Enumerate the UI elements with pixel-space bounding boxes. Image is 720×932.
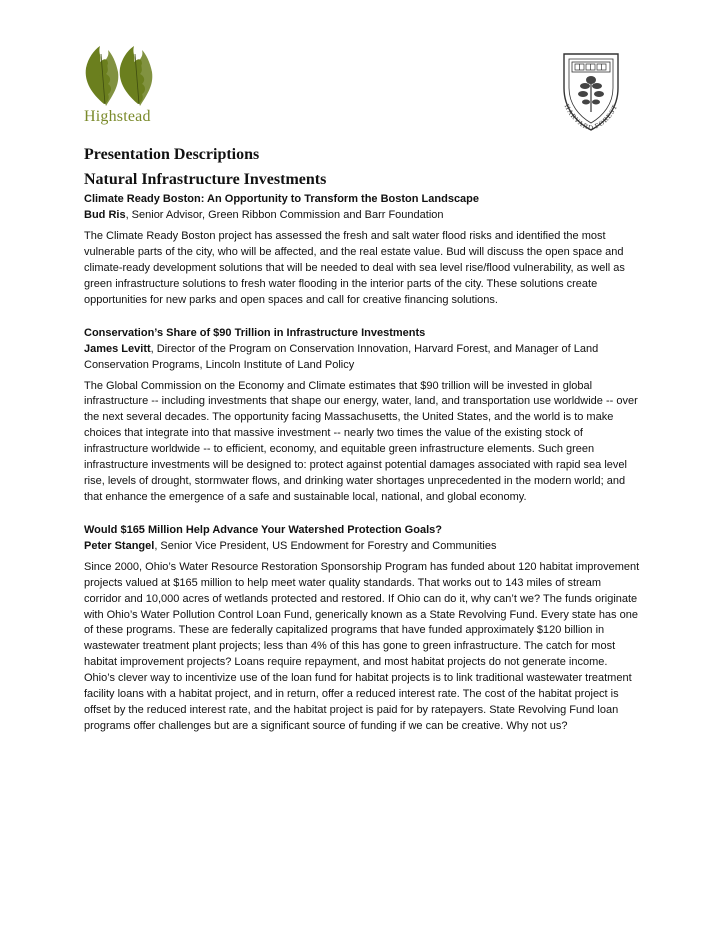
speaker-name: Peter Stangel	[84, 539, 155, 552]
speaker-role: , Senior Vice President, US Endowment for Forestry and Communities	[154, 539, 497, 552]
harvard-forest-seal	[546, 50, 636, 134]
talk-description: The Global Commission on the Economy and Climate estimates that $90 trillion will be invested in global infrastructure -- including investments that shape our energy, water, land, and transportation use worldwide -- over the next several decades. The opportunity facing Massachusetts, the United States, and the world is to make choices that integrate into that massive investment -- nearly two times the value of the existing stock of infrastructure worldwide -- to efficient, economy, and equitable green infrastructure elements. Such green infrastructure investments will be designed to: protect against potential damages associated with rapid sea level rise, levels of drought, stormwater flows, and drinking water shortages unprecedented in the modern world; and that enhance the emergence of a safe and sustainable local, national, and global economy.	[84, 379, 638, 503]
talk-title: Conservation’s Share of $90 Trillion in Infrastructure Investments	[84, 326, 426, 339]
highstead-wordmark: Highstead	[84, 108, 151, 125]
speaker-line	[84, 207, 640, 223]
talk-title: Would $165 Million Help Advance Your Watershed Protection Goals?	[84, 523, 442, 536]
document-body	[84, 144, 640, 735]
speaker-role: , Director of the Program on Conservation Innovation, Harvard Forest, and Manager of Land Conservation Programs, Lincoln Institute of Land Policy	[84, 342, 599, 371]
speaker-name: Bud Ris	[84, 209, 126, 221]
speaker-role: , Senior Advisor, Green Ribbon Commission and Barr Foundation	[125, 209, 444, 221]
page-title: Presentation Descriptions	[84, 146, 260, 163]
highstead-logo	[82, 44, 162, 130]
shield-icon	[546, 50, 636, 134]
talk-title: Climate Ready Boston: An Opportunity to Transform the Boston Landscape	[84, 193, 480, 205]
speaker-name: James Levitt	[84, 342, 151, 355]
talk-description: Since 2000, Ohio’s Water Resource Restoration Sponsorship Program has funded about 120 habitat improvement projects valued at $165 million to help meet water quality standards. That works out to 143 miles of stream corridor and 10,000 acres of wetlands protected and restored. If Ohio can do it, why can’t we? The funds originate with Ohio’s Water Pollution Control Loan Fund, generically known as a State Revolving Fund. Every state has one of these programs. These are federally capitalized programs that have funded approximately $120 billion in wastewater treatment plant projects; less than 4% of this has gone to green infrastructure. The catch for most habitat improvement projects? Loans require repayment, and most habitat projects do not generate income. Ohio’s clever way to incentivize use of the loan fund for habitat projects is to link traditional wastewater treatment facility loans with a habitat project, and in return, offer a reduced interest rate. The cost of the habitat project is offset by the reduced interest rate, and the habitat project is paid for by ratepayers. State Revolving Fund loan programs offer challenges but are a significant source of funding if we can be creative. Why not us?	[84, 560, 640, 732]
oak-leaves-icon	[82, 44, 162, 108]
speaker-line	[84, 341, 640, 373]
speaker-line	[84, 538, 640, 554]
section-heading: Natural Infrastructure Investments	[84, 171, 327, 188]
talk-description: The Climate Ready Boston project has assessed the fresh and salt water flood risks and identified the most vulnerable parts of the city, who will be affected, and the real estate value. Bud will discuss the open space and climate-ready development solutions that will be needed to deal with sea level rise/flood vulnerability, as well as green infrastructure solutions to fresh water flooding in the interior parts of the city. These solutions create opportunities for new parks and open spaces and call for creative financing solutions.	[84, 230, 625, 306]
harvard-forest-seal-text: HARVARD FOREST	[562, 103, 620, 133]
